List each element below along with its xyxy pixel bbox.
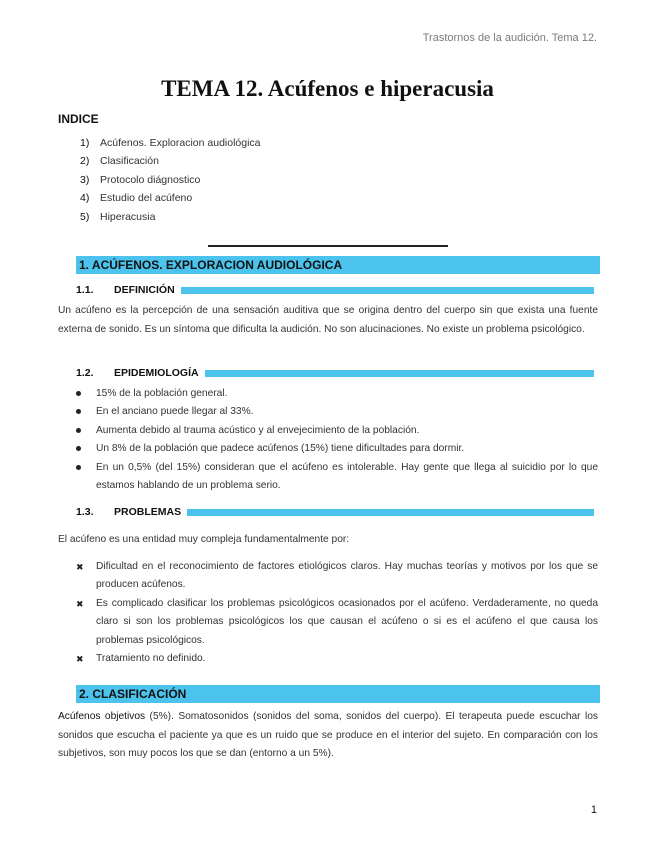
list-item: 15% de la población general. xyxy=(76,385,598,403)
toc-number: 5) xyxy=(80,210,90,223)
list-item: Aumenta debido al trauma acústico y al envejecimiento de la población. xyxy=(76,422,598,440)
subsection-title: DEFINICIÓN xyxy=(114,284,175,296)
section-heading-acufenos xyxy=(76,256,600,274)
section-heading-text: 2. CLASIFICACIÓN xyxy=(79,687,187,701)
list-item: En el anciano puede llegar al 33%. xyxy=(76,403,598,421)
subsection-heading-problemas xyxy=(76,506,594,518)
cross-bullet-icon: ✖ xyxy=(76,562,84,572)
toc-text: Acúfenos. Exploracion audiológica xyxy=(100,137,261,149)
toc-text: Estudio del acúfeno xyxy=(100,192,193,205)
toc-text: Protocolo diágnostico xyxy=(100,173,201,186)
bullet-icon xyxy=(76,428,81,433)
toc-item xyxy=(80,210,261,228)
problems-list xyxy=(76,558,598,668)
toc-number: 1) xyxy=(80,137,90,149)
list-item: ✖ Tratamiento no definido. xyxy=(76,650,598,668)
heading-accent-bar xyxy=(205,370,594,377)
list-item: En un 0,5% (del 15%) consideran que el acúfeno es intolerable. Hay gente que llega al suicidio por lo que estamos hablando de un problema serio. xyxy=(76,459,598,496)
page-number: 1 xyxy=(590,804,597,816)
subsection-number: 1.3. xyxy=(76,506,94,518)
problems-intro: El acúfeno es una entidad muy compleja fundamentalmente por: xyxy=(58,534,350,545)
classification-paragraph xyxy=(58,708,598,764)
table-of-contents xyxy=(80,136,261,228)
toc-number: 4) xyxy=(80,192,90,205)
list-item: Un 8% de la población que padece acúfenos (15%) tiene dificultades para dormir. xyxy=(76,440,598,458)
toc-text: Clasificación xyxy=(100,155,159,168)
toc-item xyxy=(80,136,261,154)
subsection-title: EPIDEMIOLOGÍA xyxy=(114,367,199,379)
toc-item xyxy=(80,173,261,191)
section-heading-clasificacion xyxy=(76,685,600,703)
bullet-icon xyxy=(76,446,81,451)
index-label: INDICE xyxy=(58,112,99,126)
document-title: TEMA 12. Acúfenos e hiperacusia xyxy=(161,76,494,101)
list-item: ✖ Dificultad en el reconocimiento de factores etiológicos claros. Hay muchas teorías y motivos por los que se producen acúfenos. xyxy=(76,558,598,595)
lead-term: Acúfenos objetivos xyxy=(58,711,146,722)
subsection-heading-epidemiologia xyxy=(76,367,594,379)
section-heading-text: 1. ACÚFENOS. EXPLORACION AUDIOLÓGICA xyxy=(79,258,343,272)
classification-text: (5%). Somatosonidos (sonidos del soma, sonidos del cuerpo). El terapeuta puede escuchar los sonidos que escucha el paciente ya que es un ruido que se produce en el interior del sujeto. En comparación con los subjetivos, son muy pocos los que se dan (entorno a un 5%). xyxy=(58,711,598,759)
definition-paragraph: Un acúfeno es la percepción de una sensación auditiva que se origina dentro del cuerpo sin que exista una fuente externa de sonido. Es un síntoma que dificulta la audición. No son alucinaciones. No existe un problema psicológico. xyxy=(58,305,598,335)
section-divider xyxy=(208,245,448,247)
cross-bullet-icon: ✖ xyxy=(76,598,84,609)
toc-number: 2) xyxy=(80,155,90,168)
subsection-number: 1.2. xyxy=(76,367,94,379)
bullet-icon xyxy=(76,465,81,470)
toc-text: Hiperacusia xyxy=(100,210,156,223)
epidemiology-list xyxy=(76,385,598,495)
toc-number: 3) xyxy=(80,173,90,186)
heading-accent-bar xyxy=(187,509,594,516)
heading-accent-bar xyxy=(181,287,594,294)
toc-item xyxy=(80,191,261,209)
cross-bullet-icon: ✖ xyxy=(76,654,84,665)
subsection-title: PROBLEMAS xyxy=(114,506,182,518)
subsection-number: 1.1. xyxy=(76,284,94,296)
list-item: ✖ Es complicado clasificar los problemas psicológicos ocasionados por el acúfeno. Verdaderamente, no queda claro si son los problemas psicológicos los que causan el acúfeno o si es el acúfeno el que causa los problemas psicológicos. xyxy=(76,595,598,650)
bullet-icon xyxy=(76,391,81,396)
bullet-icon xyxy=(76,409,81,414)
toc-item xyxy=(80,154,261,172)
running-header: Trastornos de la audición. Tema 12. xyxy=(422,32,597,44)
subsection-heading-definicion xyxy=(76,284,594,296)
